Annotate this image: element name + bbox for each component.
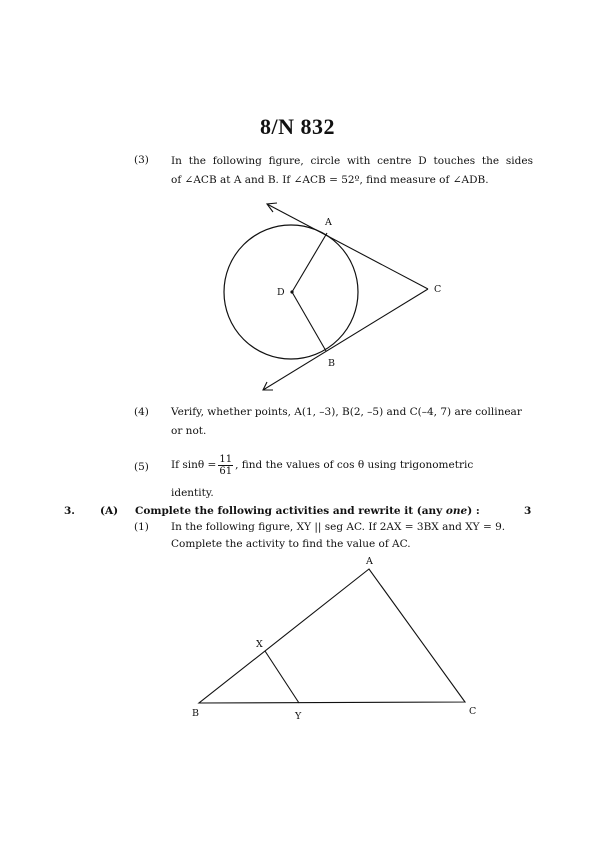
question-5-line-1 bbox=[171, 451, 473, 479]
label-a: A bbox=[325, 217, 332, 228]
question-3-line-2: of ∠ACB at A and B. If ∠ACB = 52º, find measure of ∠ADB. bbox=[171, 174, 489, 186]
question-3-line-1: In the following figure, circle with centre D touches the sides bbox=[171, 155, 533, 167]
question-number-5: (5) bbox=[134, 461, 149, 473]
question-5-suffix: , find the values of cos θ using trigonometric bbox=[235, 459, 474, 471]
label-c2: C bbox=[469, 706, 477, 717]
radius-db bbox=[292, 292, 326, 351]
label-x: X bbox=[256, 639, 263, 650]
label-a2: A bbox=[366, 556, 373, 567]
subquestion-1-line-1: In the following figure, XY || seg AC. If 2AX = 3BX and XY = 9. bbox=[171, 521, 506, 533]
marks: 3 bbox=[524, 505, 532, 517]
heading-tail: ) : bbox=[467, 505, 480, 517]
label-d: D bbox=[277, 287, 285, 298]
segment-xy bbox=[265, 651, 299, 703]
label-y: Y bbox=[295, 711, 302, 722]
arrow-head-upper bbox=[267, 203, 277, 212]
radius-da bbox=[292, 233, 327, 292]
triangle-abc bbox=[199, 569, 465, 703]
heading-text: Complete the following activities and rewrite it (any bbox=[135, 505, 446, 517]
fraction-numerator: 11 bbox=[219, 453, 233, 465]
question-5-line-2: identity. bbox=[171, 487, 214, 499]
tangent-line-cb bbox=[263, 289, 428, 390]
label-b2: B bbox=[192, 708, 199, 719]
centre-point bbox=[290, 290, 293, 293]
question-number-4: (4) bbox=[134, 406, 149, 418]
subquestion-number-1: (1) bbox=[134, 521, 149, 533]
page-header: 8/N 832 bbox=[260, 114, 335, 139]
question-4-line-2: or not. bbox=[171, 425, 207, 437]
fraction-denominator: 61 bbox=[219, 465, 233, 477]
subquestion-1-line-2: Complete the activity to find the value of AC. bbox=[171, 538, 411, 550]
main-question-number: 3. bbox=[64, 505, 75, 517]
label-b: B bbox=[328, 358, 335, 369]
heading-emphasis: one bbox=[445, 505, 468, 517]
question-4-line-1: Verify, whether points, A(1, –3), B(2, –5) and C(–4, 7) are collinear bbox=[171, 406, 522, 418]
fraction bbox=[218, 454, 233, 477]
label-c: C bbox=[434, 284, 442, 295]
tangent-line-ca bbox=[267, 204, 428, 289]
question-number-3: (3) bbox=[134, 154, 149, 166]
sin-expression: If sinθ = bbox=[171, 459, 217, 471]
main-question-part: (A) bbox=[100, 505, 119, 517]
